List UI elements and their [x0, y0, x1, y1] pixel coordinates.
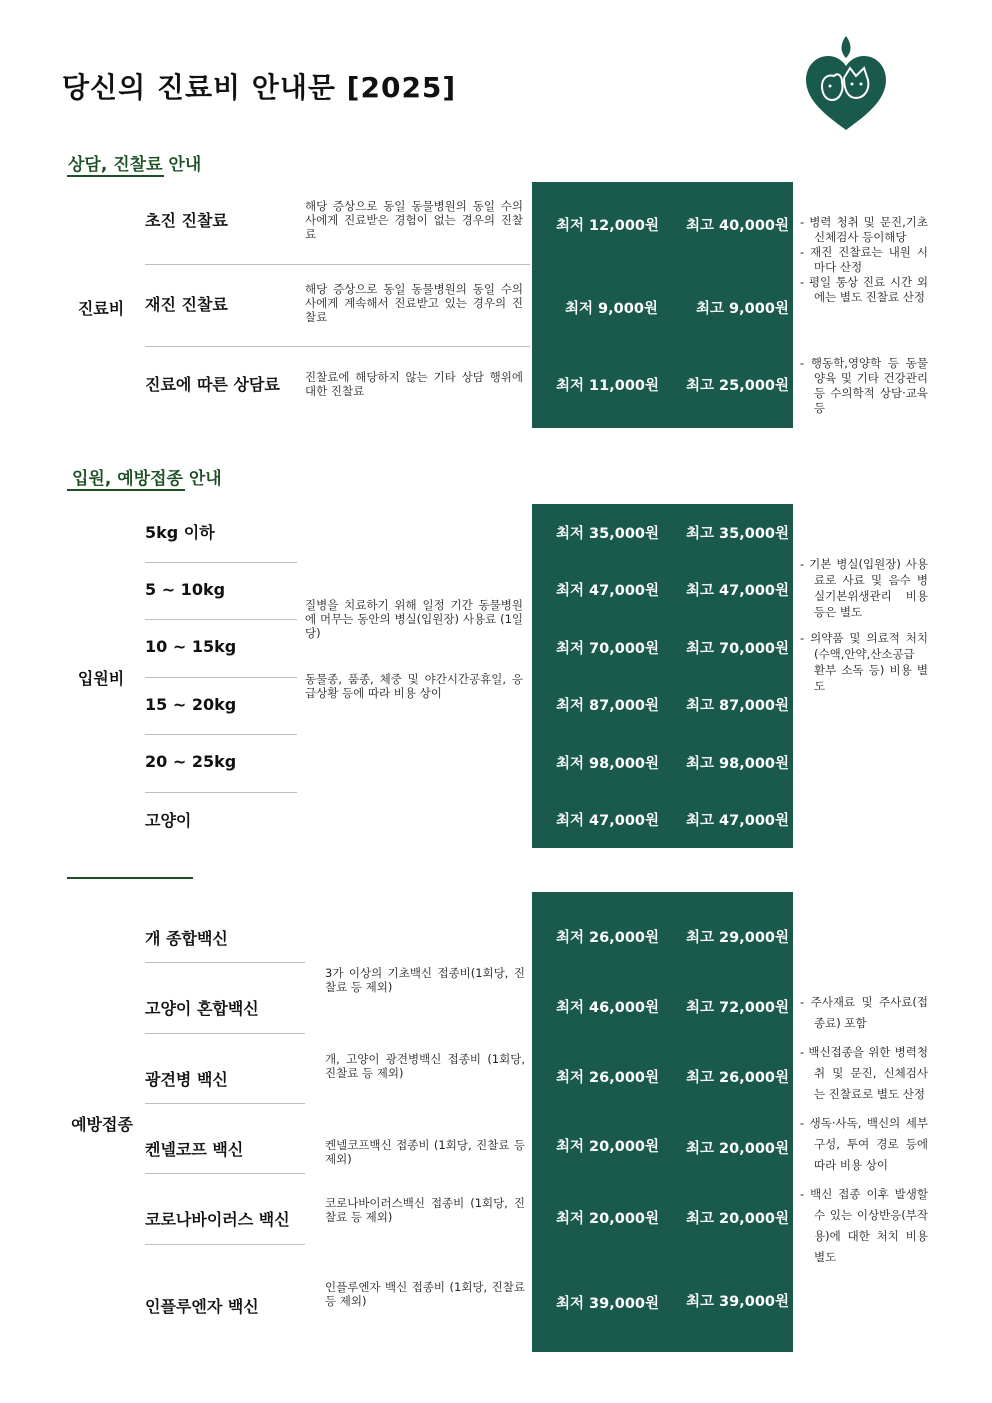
- note-item: - 생독·사독, 백신의 세부 구성, 투여 경로 등에 따라 비용 상이: [800, 1116, 928, 1172]
- price-max: 최고 9,000원: [696, 301, 789, 317]
- item-weight-class: 10 ~ 15kg: [145, 636, 237, 656]
- section-underline: [67, 877, 193, 879]
- item-description: 진찰료에 해당하지 않는 기타 상담 행위에 대한 진찰료: [305, 370, 523, 398]
- price-max: 최고 20,000원: [686, 1211, 790, 1227]
- row-divider: [145, 677, 297, 678]
- price-min: 최저 70,000원: [556, 641, 660, 657]
- item-weight-class: 15 ~ 20kg: [145, 694, 237, 714]
- item-description: 켄넬코프백신 접종비 (1회당, 진찰료 등 제외): [325, 1138, 525, 1166]
- row-divider: [145, 346, 530, 347]
- price-block-vaccination: [532, 892, 793, 1352]
- price-max: 최고 70,000원: [686, 641, 790, 657]
- item-cat: 고양이: [145, 810, 192, 830]
- hospitalization-description: 질병을 치료하기 위해 일정 기간 동물병원에 머무는 동안의 병실(입원장) 사용료 (1일당): [305, 598, 523, 640]
- row-divider: [145, 264, 530, 265]
- price-max: 최고 87,000원: [686, 698, 790, 714]
- item-description: 해당 증상으로 동일 동물병원의 동일 수의사에게 진료받은 경험이 없는 경우의 진찰료: [305, 199, 523, 241]
- price-max: 최고 29,000원: [686, 930, 790, 946]
- price-max: 최고 47,000원: [686, 583, 790, 599]
- row-divider: [145, 562, 297, 563]
- row-divider: [145, 792, 297, 793]
- price-min: 최저 26,000원: [556, 930, 660, 946]
- price-max: 최고 47,000원: [686, 813, 790, 829]
- category-label-vaccination: 예방접종: [71, 1115, 133, 1134]
- item-first-visit: 초진 진찰료: [145, 210, 228, 230]
- notes-consult-fees: [800, 215, 928, 305]
- note-item: - 재진 진찰료는 내원 시마다 산정: [800, 245, 928, 274]
- row-divider: [145, 734, 297, 735]
- price-min: 최저 98,000원: [556, 756, 660, 772]
- row-divider: [145, 1103, 305, 1104]
- price-min: 최저 11,000원: [556, 378, 660, 394]
- price-max: 최고 20,000원: [686, 1141, 790, 1157]
- heart-leaf-pet-faces-logo: [800, 34, 892, 134]
- price-max: 최고 39,000원: [686, 1294, 790, 1310]
- price-min: 최저 12,000원: [556, 218, 660, 234]
- section-heading-consult: 상담, 진찰료 안내: [68, 155, 202, 175]
- price-block-hospitalization: [532, 504, 793, 848]
- row-divider: [145, 962, 305, 963]
- item-vaccine: 광견병 백신: [145, 1069, 228, 1089]
- page-title: 당신의 진료비 안내문 [2025]: [62, 71, 457, 104]
- item-vaccine: 인플루엔자 백신: [145, 1296, 259, 1316]
- item-consultation: 진료에 따른 상담료: [145, 374, 280, 394]
- note-item: - 주사재료 및 주사료(접종료) 포함: [800, 995, 928, 1030]
- item-vaccine: 켄넬코프 백신: [145, 1139, 244, 1159]
- section-underline: [67, 489, 185, 491]
- item-weight-class: 5 ~ 10kg: [145, 579, 226, 599]
- item-revisit: 재진 진찰료: [145, 294, 228, 314]
- price-max: 최고 98,000원: [686, 756, 790, 772]
- item-description: 개, 고양이 광견병백신 접종비 (1회당, 진찰료 등 제외): [325, 1052, 525, 1080]
- note-item: - 병력 청취 및 문진,기초 신체검사 등이해당: [800, 215, 928, 244]
- price-max: 최고 25,000원: [686, 378, 790, 394]
- item-weight-class: 5kg 이하: [145, 522, 215, 542]
- item-description: 코로나바이러스백신 접종비 (1회당, 진찰료 등 제외): [325, 1196, 525, 1224]
- category-label-hospitalization: 입원비: [77, 669, 125, 688]
- note-item: - 백신접종을 위한 병력청취 및 문진, 신체검사는 진찰료로 별도 산정: [800, 1045, 928, 1101]
- row-divider: [145, 1173, 305, 1174]
- combined-vaccine-description: 3가 이상의 기초백신 접종비(1회당, 진찰료 등 제외): [325, 966, 525, 994]
- price-min: 최저 20,000원: [556, 1211, 660, 1227]
- hospitalization-cost-variation: 동물종, 품종, 체중 및 야간시간공휴일, 응급상황 등에 따라 비용 상이: [305, 672, 523, 700]
- price-min: 최저 39,000원: [556, 1296, 660, 1312]
- price-min: 최저 87,000원: [556, 698, 660, 714]
- item-description: 인플루엔자 백신 접종비 (1회당, 진찰료 등 제외): [325, 1280, 525, 1308]
- price-min: 최저 26,000원: [556, 1070, 660, 1086]
- section-underline: [67, 175, 164, 177]
- price-min: 최저 20,000원: [556, 1139, 660, 1155]
- note-item: - 평일 통상 진료 시간 외에는 별도 진찰료 산정: [800, 275, 928, 304]
- notes-consultation: [800, 356, 928, 416]
- notes-hospitalization: [800, 556, 928, 694]
- note-item: - 백신 접종 이후 발생할 수 있는 이상반응(부작용)에 대한 처치 비용 별도: [800, 1187, 928, 1264]
- price-min: 최저 46,000원: [556, 1000, 660, 1016]
- price-min: 최저 47,000원: [556, 813, 660, 829]
- item-vaccine: 고양이 혼합백신: [145, 998, 259, 1018]
- item-vaccine: 코로나바이러스 백신: [145, 1209, 290, 1229]
- price-min: 최저 47,000원: [556, 583, 660, 599]
- price-min: 최저 9,000원: [565, 301, 658, 317]
- price-max: 최고 35,000원: [686, 526, 790, 542]
- price-max: 최고 40,000원: [686, 218, 790, 234]
- section-heading-hospitalization: 입원, 예방접종 안내: [72, 469, 222, 489]
- note-item: - 행동학,영양학 등 동물 양육 및 기타 건강관리 등 수의학적 상담·교육 등: [800, 356, 928, 415]
- item-description: 해당 증상으로 동일 동물병원의 동일 수의사에게 계속해서 진료받고 있는 경우의 진찰료: [305, 282, 523, 324]
- price-max: 최고 26,000원: [686, 1070, 790, 1086]
- price-min: 최저 35,000원: [556, 526, 660, 542]
- item-weight-class: 20 ~ 25kg: [145, 751, 237, 771]
- notes-vaccination: [800, 992, 928, 1268]
- item-vaccine: 개 종합백신: [145, 928, 228, 948]
- row-divider: [145, 1033, 305, 1034]
- row-divider: [145, 1244, 305, 1245]
- row-divider: [145, 619, 297, 620]
- price-max: 최고 72,000원: [686, 1000, 790, 1016]
- note-item: - 기본 병실(입원장) 사용료로 사료 및 음수 병실기본위생관리 비용 등은 별도: [800, 557, 928, 619]
- note-item: - 의약품 및 의료적 처치(수액,안약,산소공급 환부 소독 등) 비용 별도: [800, 631, 928, 693]
- category-label-consult: 진료비: [77, 299, 125, 318]
